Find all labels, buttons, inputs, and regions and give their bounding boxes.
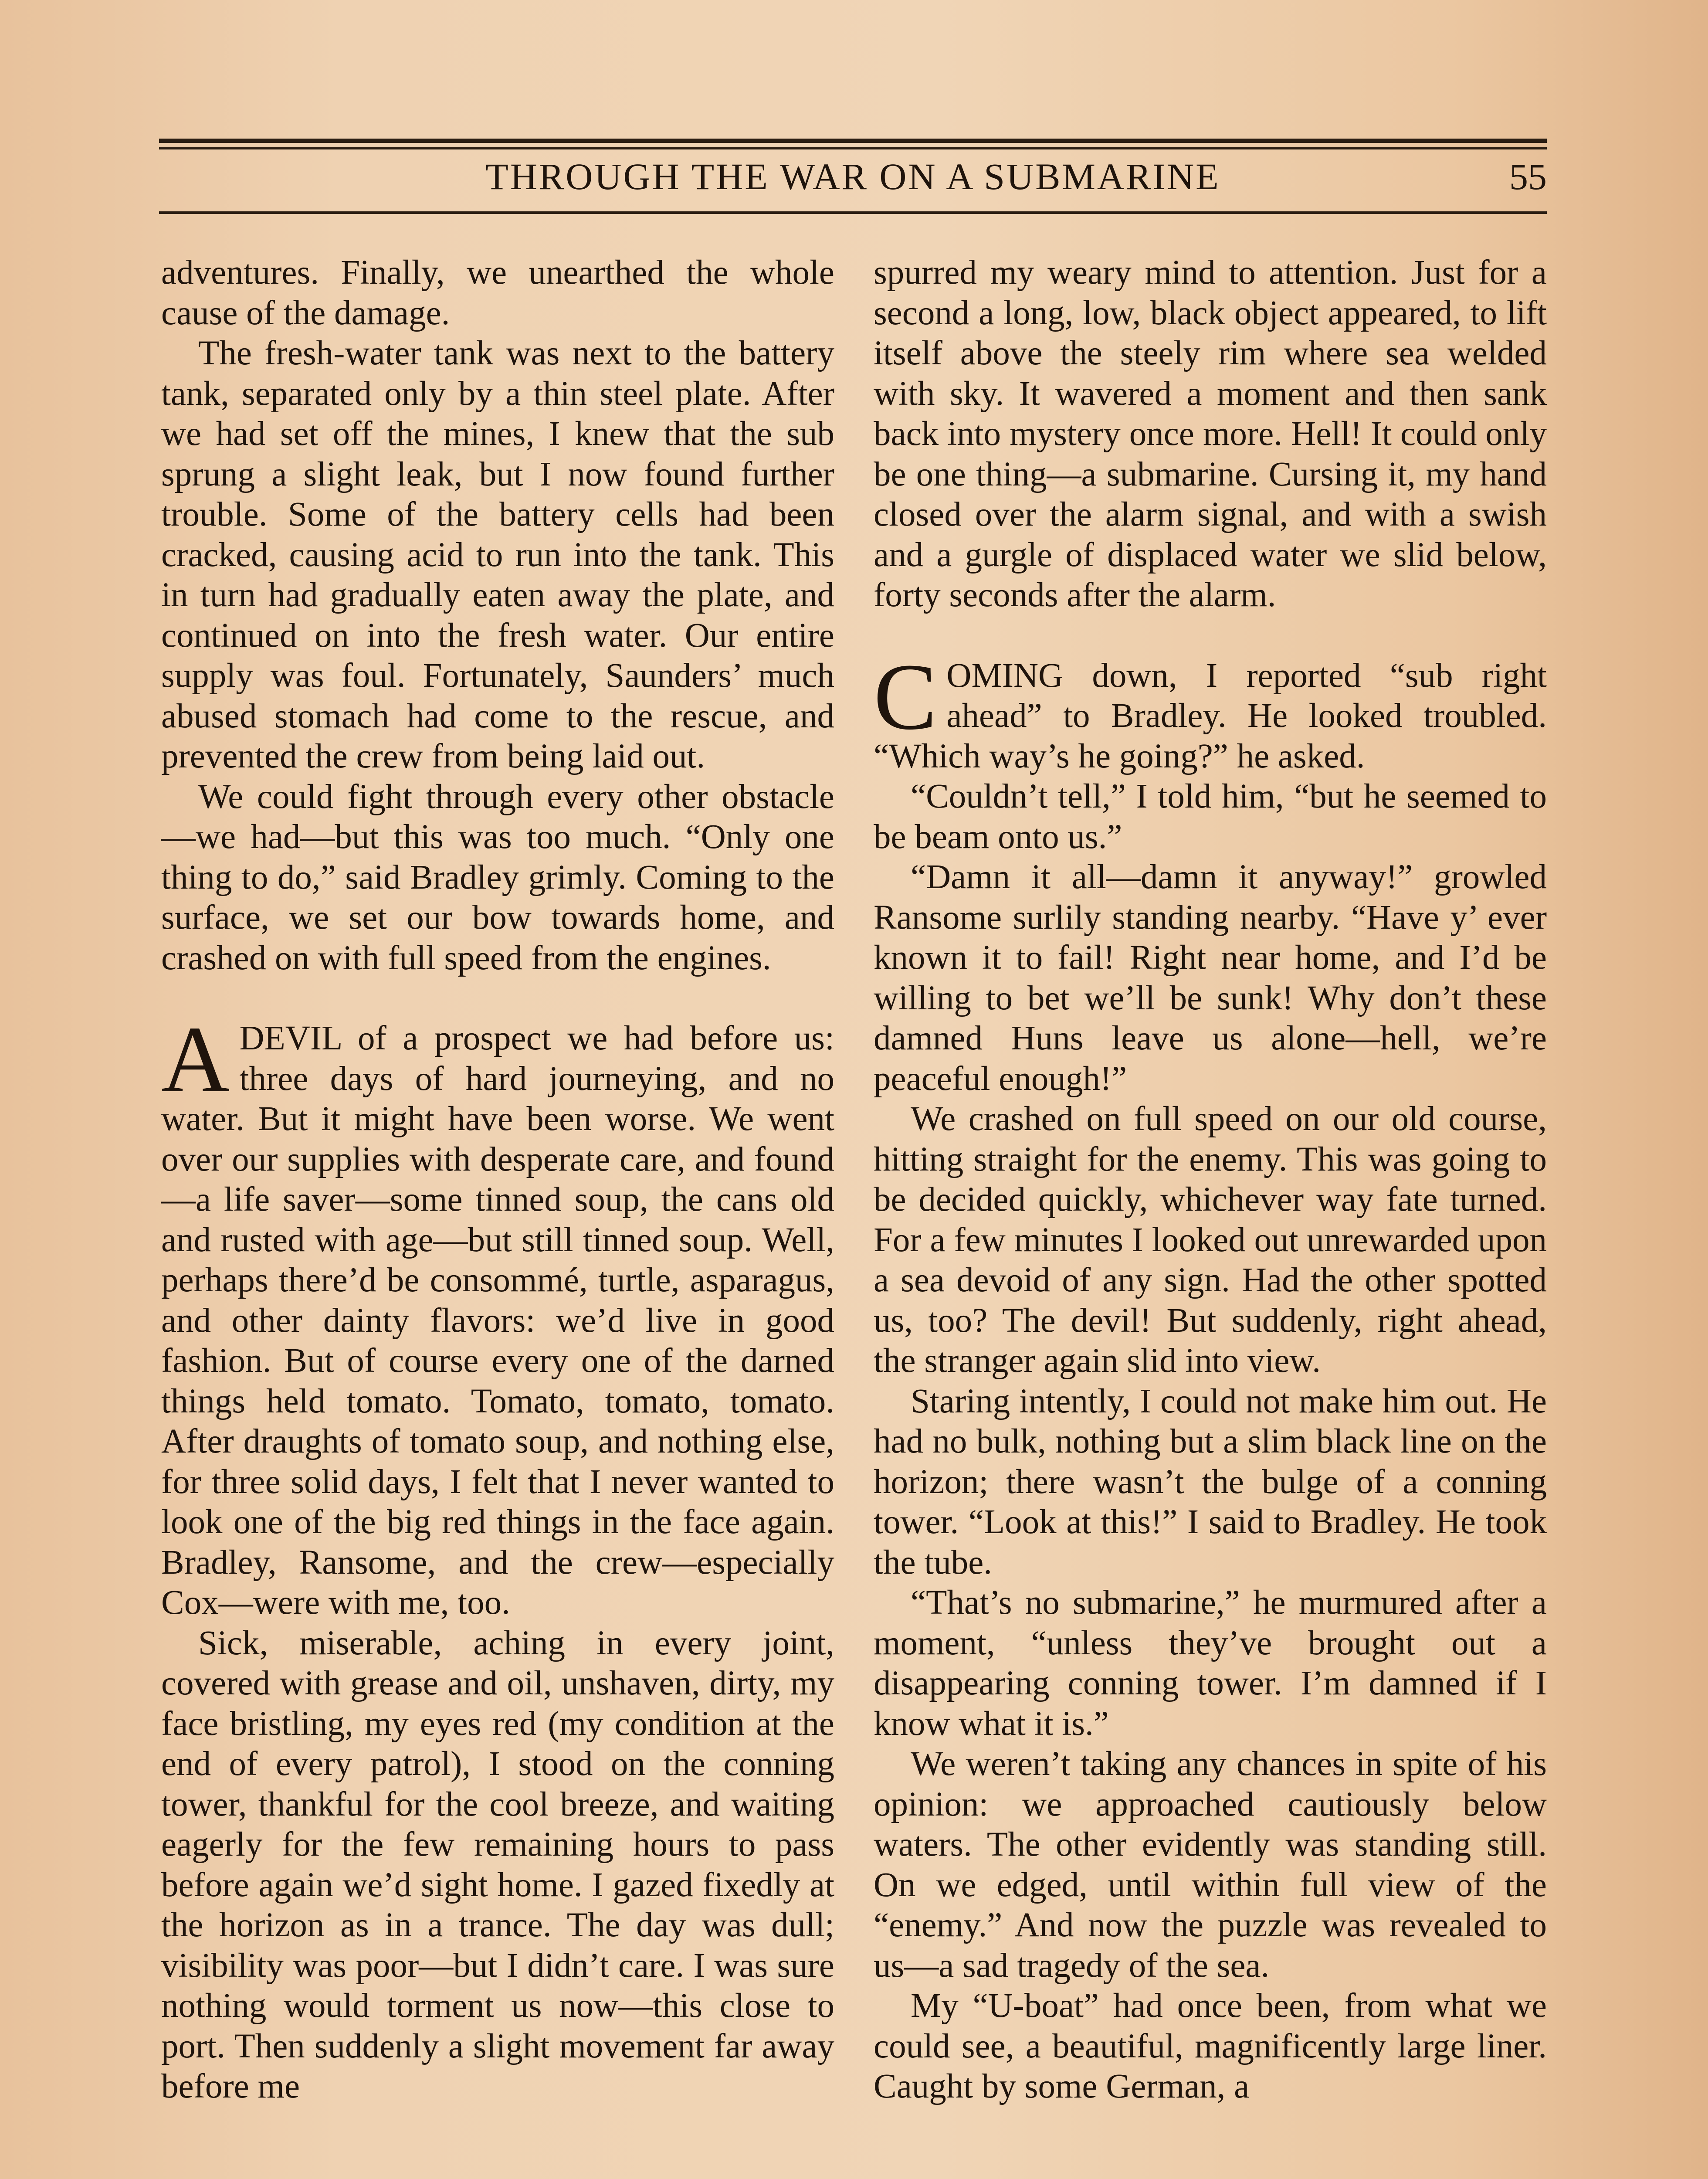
paragraph: Staring intently, I could not make him out. He had no bulk, nothing but a slim black line on the horizon; there wasn’t the bulge of a conning tower. “Look at this!” I said to Bradley. He took the tube. — [874, 1382, 1547, 1582]
paragraph: Sick, miserable, aching in every joint, covered with grease and oil, unshaven, dirty, my face bristling, my eyes red (my condition at the end of every patrol), I stood on the conning tower, thankful for the cool breeze, and waiting eagerly for the few remaining hours to pass before again we’d sight home. I gazed fixedly at the horizon as in a trance. The day was dull; visibility was poor—but I didn’t care. I was sure nothing would torment us now—this close to port. Then suddenly a slight movement far away before me — [161, 1624, 834, 2105]
paragraph: adventures. Finally, we unearthed the whole cause of the damage. — [161, 254, 834, 332]
left-column — [161, 253, 834, 2107]
paragraph: My “U-boat” had once been, from what we could see, a beautiful, magnificently large liner. Caught by some German, a — [874, 1987, 1547, 2105]
running-title: THROUGH THE WAR ON A SUBMARINE — [485, 156, 1220, 197]
section-opening-paragraph: ADEVIL of a prospect we had before us: three days of hard journeying, and no water. But it might have been worse. We went over our supplies with desperate care, and found—a life saver—some tinned soup, the cans old and rusted with age—but still tinned soup. Well, perhaps there’d be consommé, turtle, asparagus, and other dainty flavors: we’d live in good fashion. But of course every one of the darned things held tomato. Tomato, tomato, tomato. After draughts of tomato soup, and nothing else, for three solid days, I felt that I never wanted to look one of the big red things in the face again. Bradley, Ransome, and the crew—especially Cox—were with me, too. — [161, 1007, 834, 1622]
paragraph: We crashed on full speed on our old course, hitting straight for the enemy. This was going to be decided quickly, whichever way fate turned. For a few minutes I looked out unrewarded upon a sea devoid of any sign. Had the other spotted us, too? The devil! But suddenly, right ahead, the stranger again slid into view. — [874, 1100, 1547, 1380]
paragraph: The fresh-water tank was next to the battery tank, separated only by a thin steel plate. After we had set off the mines, I knew that the sub sprung a slight leak, but I now found further trouble. Some of the battery cells had been cracked, causing acid to run into the tank. This in turn had gradually eaten away the plate, and continued on into the fresh water. Our entire supply was foul. Fortunately, Saunders’ much abused stomach had come to the rescue, and prevented the crew from being laid out. — [161, 334, 834, 775]
paragraph: “That’s no submarine,” he murmured after a moment, “unless they’ve brought out a disappearing conning tower. I’m damned if I know what it is.” — [874, 1584, 1547, 1743]
paragraph: We weren’t taking any chances in spite of his opinion: we approached cautiously below waters. The other evidently was standing still. On we edged, until within full view of the “enemy.” And now the puzzle was revealed to us—a sad tragedy of the sea. — [874, 1745, 1547, 1985]
header-rule-bottom — [159, 211, 1547, 214]
paragraph: spurred my weary mind to attention. Just for a second a long, low, black object appeared, to lift itself above the steely rim where sea welded with sky. It wavered a moment and then sank back into mystery once more. Hell! It could only be one thing—a submarine. Cursing it, my hand closed over the alarm signal, and with a swish and a gurgle of displaced water we slid below, forty seconds after the alarm. — [874, 254, 1547, 614]
section-opening-paragraph: COMING down, I reported “sub right ahead” to Bradley. He looked troubled. “Which way’s he going?” he asked. — [874, 644, 1547, 775]
header-rule-top — [159, 139, 1547, 143]
paragraph: “Damn it all—damn it anyway!” growled Ransome surlily standing nearby. “Have y’ ever known it to fail! Right near home, and I’d be willing to bet we’ll be sunk! Why don’t these damned Huns leave us alone—hell, we’re peaceful enough!” — [874, 858, 1547, 1098]
page-number: 55 — [1509, 156, 1547, 197]
paragraph: “Couldn’t tell,” I told him, “but he seemed to be beam onto us.” — [874, 777, 1547, 856]
right-column — [874, 253, 1547, 2107]
paragraph: We could fight through every other obstacle—we had—but this was too much. “Only one thing to do,” said Bradley grimly. Coming to the surface, we set our bow towards home, and crashed on with full speed from the engines. — [161, 777, 834, 977]
